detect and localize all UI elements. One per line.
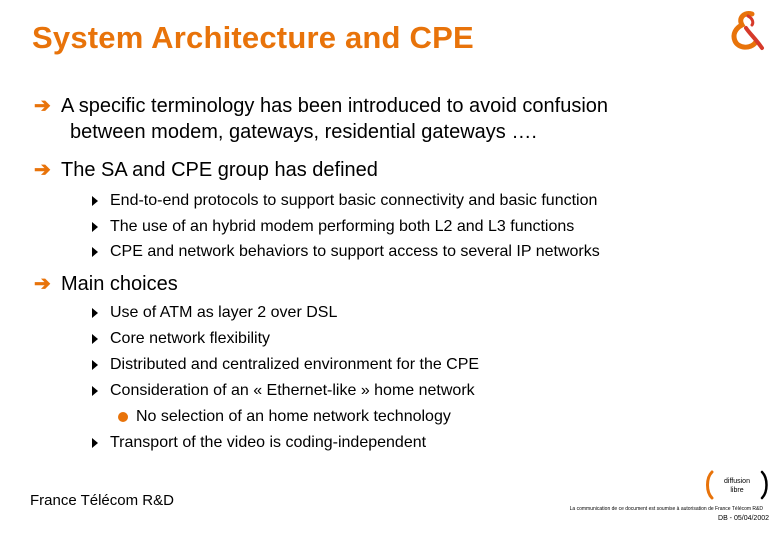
arrow-bullet-icon: ➔ [34,95,51,117]
sub-bullet-text: Use of ATM as layer 2 over DSL [110,304,338,321]
bullet-terminology [34,94,608,118]
sub-bullet-text: Core network flexibility [110,330,271,347]
sub-bullet [92,191,597,211]
footer-disclaimer: La communication de ce document est soumise à autorisation de France Télécom R&D [569,506,763,512]
triangle-bullet-icon [92,334,98,344]
sub-bullet-text: The use of an hybrid modem performing both L2 and L3 functions [110,218,575,235]
bullet-text: Main choices [61,273,178,295]
sub-sub-bullet [118,407,451,427]
footer-document-code: DB - 05/04/2002 [718,515,769,522]
diffusion-libre-badge [704,470,770,500]
sub-bullet [92,329,270,349]
sub-bullet [92,217,574,237]
sub-bullet-text: End-to-end protocols to support basic connectivity and basic function [110,192,598,209]
arrow-bullet-icon: ➔ [34,159,51,181]
triangle-bullet-icon [92,308,98,318]
bullet-text: The SA and CPE group has defined [61,159,378,181]
triangle-bullet-icon [92,438,98,448]
sub-bullet-text: Transport of the video is coding-independent [110,434,427,451]
triangle-bullet-icon [92,360,98,370]
sub-bullet-text: Distributed and centralized environment for the CPE [110,356,480,373]
slide-title: System Architecture and CPE [32,20,474,55]
sub-bullet [92,303,337,323]
dot-bullet-icon [118,412,128,422]
badge-line-2: libre [730,487,744,494]
sub-sub-bullet-text: No selection of an home network technology [136,408,451,425]
triangle-bullet-icon [92,247,98,257]
sub-bullet-text: CPE and network behaviors to support access to several IP networks [110,243,600,260]
bullet-group-defined [34,158,378,182]
sub-bullet [92,355,479,375]
france-telecom-logo-icon [722,8,770,56]
triangle-bullet-icon [92,196,98,206]
sub-bullet [92,242,600,262]
company-name: France Télécom R&D [30,492,174,509]
triangle-bullet-icon [92,386,98,396]
bullet-continuation: between modem, gateways, residential gateways …. [70,121,537,143]
badge-line-1: diffusion [724,478,750,485]
arrow-bullet-icon: ➔ [34,273,51,295]
sub-bullet-text: Consideration of an « Ethernet-like » home network [110,382,475,399]
sub-bullet [92,381,475,401]
bullet-main-choices [34,272,178,296]
bullet-text: A specific terminology has been introduced to avoid confusion [61,95,609,117]
triangle-bullet-icon [92,222,98,232]
sub-bullet [92,433,426,453]
